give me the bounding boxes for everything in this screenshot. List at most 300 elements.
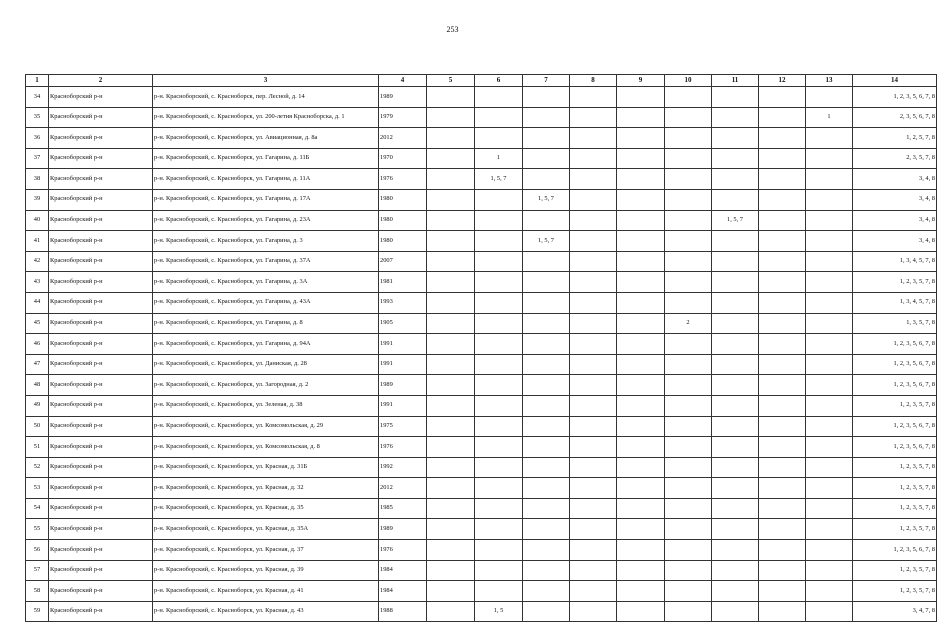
year-cell: 1979 <box>379 107 427 128</box>
mark-cell-col-9 <box>617 540 665 561</box>
mark-cell-col-8 <box>570 272 617 293</box>
mark-cell-col-9 <box>617 87 665 108</box>
table-row <box>26 478 937 499</box>
table-row <box>26 395 937 416</box>
district-cell: Красноборский р-н <box>49 498 153 519</box>
row-number-cell: 57 <box>26 560 49 581</box>
mark-cell-col-5 <box>427 498 475 519</box>
mark-cell-col-5 <box>427 231 475 252</box>
mark-cell-col-11 <box>712 581 759 602</box>
district-cell: Красноборский р-н <box>49 395 153 416</box>
mark-cell-col-7 <box>523 334 570 355</box>
mark-cell-col-10 <box>665 581 712 602</box>
year-cell: 1976 <box>379 169 427 190</box>
mark-cell-col-7: 1, 5, 7 <box>523 231 570 252</box>
codes-cell: 3, 4, 8 <box>853 169 937 190</box>
row-number-cell: 47 <box>26 354 49 375</box>
table-header <box>26 75 937 87</box>
mark-cell-col-5 <box>427 87 475 108</box>
mark-cell-col-8 <box>570 231 617 252</box>
mark-cell-col-5 <box>427 189 475 210</box>
mark-cell-col-7 <box>523 601 570 622</box>
district-cell: Красноборский р-н <box>49 540 153 561</box>
mark-cell-col-9 <box>617 437 665 458</box>
codes-cell: 3, 4, 7, 8 <box>853 601 937 622</box>
year-cell: 1991 <box>379 395 427 416</box>
address-cell: р-н. Красноборский, с. Красноборск, ул. Красная, д. 43 <box>153 601 379 622</box>
year-cell: 1980 <box>379 189 427 210</box>
address-cell: р-н. Красноборский, с. Красноборск, ул. Красная, д. 35 <box>153 498 379 519</box>
codes-cell: 1, 2, 3, 5, 6, 7, 8 <box>853 416 937 437</box>
mark-cell-col-9 <box>617 148 665 169</box>
mark-cell-col-5 <box>427 354 475 375</box>
district-cell: Красноборский р-н <box>49 87 153 108</box>
mark-cell-col-8 <box>570 169 617 190</box>
mark-cell-col-10 <box>665 375 712 396</box>
mark-cell-col-9 <box>617 107 665 128</box>
mark-cell-col-6 <box>475 272 523 293</box>
mark-cell-col-7 <box>523 128 570 149</box>
address-cell: р-н. Красноборский, с. Красноборск, ул. Гагарина, д. 11Б <box>153 148 379 169</box>
column-header-6: 6 <box>475 75 523 87</box>
mark-cell-col-11 <box>712 519 759 540</box>
address-cell: р-н. Красноборский, с. Красноборск, ул. Красная, д. 41 <box>153 581 379 602</box>
codes-cell: 1, 2, 3, 5, 6, 7, 8 <box>853 540 937 561</box>
table-row <box>26 210 937 231</box>
mark-cell-col-6: 1, 5, 7 <box>475 169 523 190</box>
mark-cell-col-8 <box>570 107 617 128</box>
district-cell: Красноборский р-н <box>49 334 153 355</box>
row-number-cell: 49 <box>26 395 49 416</box>
mark-cell-col-11 <box>712 416 759 437</box>
mark-cell-col-9 <box>617 354 665 375</box>
mark-cell-col-13: 1 <box>806 107 853 128</box>
table-row <box>26 107 937 128</box>
mark-cell-col-12 <box>759 148 806 169</box>
district-cell: Красноборский р-н <box>49 354 153 375</box>
mark-cell-col-9 <box>617 292 665 313</box>
district-cell: Красноборский р-н <box>49 231 153 252</box>
table-body <box>26 87 937 622</box>
mark-cell-col-10 <box>665 540 712 561</box>
mark-cell-col-8 <box>570 251 617 272</box>
mark-cell-col-10 <box>665 107 712 128</box>
address-cell: р-н. Красноборский, с. Красноборск, ул. 200-летия Красноборска, д. 1 <box>153 107 379 128</box>
codes-cell: 1, 2, 3, 5, 7, 8 <box>853 498 937 519</box>
mark-cell-col-10: 2 <box>665 313 712 334</box>
address-cell: р-н. Красноборский, с. Красноборск, ул. Авиационная, д. 8а <box>153 128 379 149</box>
mark-cell-col-6 <box>475 375 523 396</box>
district-cell: Красноборский р-н <box>49 210 153 231</box>
mark-cell-col-13 <box>806 478 853 499</box>
codes-cell: 1, 2, 3, 5, 7, 8 <box>853 478 937 499</box>
mark-cell-col-13 <box>806 272 853 293</box>
mark-cell-col-12 <box>759 292 806 313</box>
header-row <box>26 75 937 87</box>
mark-cell-col-9 <box>617 498 665 519</box>
row-number-cell: 35 <box>26 107 49 128</box>
mark-cell-col-11 <box>712 334 759 355</box>
mark-cell-col-13 <box>806 169 853 190</box>
mark-cell-col-10 <box>665 169 712 190</box>
mark-cell-col-11 <box>712 128 759 149</box>
table-row <box>26 128 937 149</box>
mark-cell-col-5 <box>427 375 475 396</box>
mark-cell-col-10 <box>665 210 712 231</box>
mark-cell-col-7 <box>523 457 570 478</box>
year-cell: 1976 <box>379 437 427 458</box>
mark-cell-col-12 <box>759 601 806 622</box>
mark-cell-col-12 <box>759 210 806 231</box>
codes-cell: 3, 4, 8 <box>853 189 937 210</box>
codes-cell: 3, 4, 8 <box>853 231 937 252</box>
year-cell: 1984 <box>379 560 427 581</box>
column-header-13: 13 <box>806 75 853 87</box>
mark-cell-col-5 <box>427 148 475 169</box>
address-cell: р-н. Красноборский, с. Красноборск, ул. Даниская, д. 28 <box>153 354 379 375</box>
codes-cell: 2, 3, 5, 6, 7, 8 <box>853 107 937 128</box>
mark-cell-col-9 <box>617 189 665 210</box>
mark-cell-col-13 <box>806 231 853 252</box>
year-cell: 1981 <box>379 272 427 293</box>
mark-cell-col-12 <box>759 437 806 458</box>
mark-cell-col-6 <box>475 128 523 149</box>
table-row <box>26 540 937 561</box>
mark-cell-col-8 <box>570 292 617 313</box>
mark-cell-col-6 <box>475 540 523 561</box>
mark-cell-col-6 <box>475 437 523 458</box>
address-cell: р-н. Красноборский, с. Красноборск, ул. Комсомольская, д. 29 <box>153 416 379 437</box>
mark-cell-col-9 <box>617 601 665 622</box>
mark-cell-col-7 <box>523 560 570 581</box>
mark-cell-col-11 <box>712 395 759 416</box>
district-cell: Красноборский р-н <box>49 601 153 622</box>
mark-cell-col-10 <box>665 292 712 313</box>
year-cell: 1991 <box>379 354 427 375</box>
codes-cell: 3, 4, 8 <box>853 210 937 231</box>
mark-cell-col-6 <box>475 189 523 210</box>
mark-cell-col-7 <box>523 87 570 108</box>
year-cell: 1988 <box>379 601 427 622</box>
mark-cell-col-13 <box>806 148 853 169</box>
address-cell: р-н. Красноборский, с. Красноборск, ул. Гагарина, д. 43А <box>153 292 379 313</box>
row-number-cell: 58 <box>26 581 49 602</box>
column-header-2: 2 <box>49 75 153 87</box>
mark-cell-col-13 <box>806 375 853 396</box>
mark-cell-col-9 <box>617 375 665 396</box>
mark-cell-col-9 <box>617 251 665 272</box>
year-cell: 1989 <box>379 375 427 396</box>
district-cell: Красноборский р-н <box>49 148 153 169</box>
mark-cell-col-13 <box>806 519 853 540</box>
table-row <box>26 87 937 108</box>
mark-cell-col-9 <box>617 478 665 499</box>
mark-cell-col-5 <box>427 128 475 149</box>
mark-cell-col-9 <box>617 169 665 190</box>
mark-cell-col-6 <box>475 313 523 334</box>
table-row <box>26 272 937 293</box>
district-cell: Красноборский р-н <box>49 313 153 334</box>
year-cell: 1970 <box>379 148 427 169</box>
year-cell: 1985 <box>379 498 427 519</box>
mark-cell-col-13 <box>806 437 853 458</box>
mark-cell-col-11 <box>712 601 759 622</box>
mark-cell-col-7 <box>523 437 570 458</box>
row-number-cell: 59 <box>26 601 49 622</box>
mark-cell-col-12 <box>759 107 806 128</box>
mark-cell-col-6 <box>475 478 523 499</box>
mark-cell-col-8 <box>570 313 617 334</box>
mark-cell-col-6 <box>475 519 523 540</box>
mark-cell-col-5 <box>427 169 475 190</box>
table-row <box>26 581 937 602</box>
mark-cell-col-7 <box>523 292 570 313</box>
mark-cell-col-8 <box>570 148 617 169</box>
mark-cell-col-13 <box>806 292 853 313</box>
address-cell: р-н. Красноборский, с. Красноборск, ул. Комсомольская, д. 8 <box>153 437 379 458</box>
registry-table <box>25 74 937 622</box>
mark-cell-col-8 <box>570 581 617 602</box>
column-header-12: 12 <box>759 75 806 87</box>
mark-cell-col-7 <box>523 272 570 293</box>
row-number-cell: 54 <box>26 498 49 519</box>
mark-cell-col-11 <box>712 251 759 272</box>
mark-cell-col-8 <box>570 560 617 581</box>
mark-cell-col-9 <box>617 519 665 540</box>
mark-cell-col-6 <box>475 498 523 519</box>
mark-cell-col-8 <box>570 128 617 149</box>
mark-cell-col-7 <box>523 519 570 540</box>
table-row <box>26 354 937 375</box>
mark-cell-col-13 <box>806 395 853 416</box>
mark-cell-col-6 <box>475 416 523 437</box>
row-number-cell: 43 <box>26 272 49 293</box>
table-row <box>26 498 937 519</box>
mark-cell-col-5 <box>427 560 475 581</box>
year-cell: 2012 <box>379 478 427 499</box>
address-cell: р-н. Красноборский, с. Красноборск, ул. Красная, д. 39 <box>153 560 379 581</box>
mark-cell-col-8 <box>570 354 617 375</box>
mark-cell-col-11 <box>712 498 759 519</box>
mark-cell-col-9 <box>617 581 665 602</box>
address-cell: р-н. Красноборский, с. Красноборск, пер. Лесной, д. 14 <box>153 87 379 108</box>
mark-cell-col-5 <box>427 601 475 622</box>
mark-cell-col-8 <box>570 189 617 210</box>
mark-cell-col-11 <box>712 437 759 458</box>
column-header-8: 8 <box>570 75 617 87</box>
mark-cell-col-11 <box>712 231 759 252</box>
mark-cell-col-12 <box>759 457 806 478</box>
mark-cell-col-9 <box>617 128 665 149</box>
mark-cell-col-12 <box>759 416 806 437</box>
mark-cell-col-7 <box>523 540 570 561</box>
codes-cell: 1, 2, 3, 5, 6, 7, 8 <box>853 87 937 108</box>
district-cell: Красноборский р-н <box>49 107 153 128</box>
codes-cell: 1, 2, 3, 5, 6, 7, 8 <box>853 437 937 458</box>
codes-cell: 1, 2, 3, 5, 7, 8 <box>853 457 937 478</box>
mark-cell-col-13 <box>806 581 853 602</box>
district-cell: Красноборский р-н <box>49 560 153 581</box>
row-number-cell: 52 <box>26 457 49 478</box>
mark-cell-col-7: 1, 5, 7 <box>523 189 570 210</box>
mark-cell-col-11 <box>712 375 759 396</box>
mark-cell-col-12 <box>759 231 806 252</box>
codes-cell: 1, 2, 3, 5, 6, 7, 8 <box>853 375 937 396</box>
mark-cell-col-9 <box>617 560 665 581</box>
column-header-11: 11 <box>712 75 759 87</box>
mark-cell-col-11 <box>712 478 759 499</box>
mark-cell-col-9 <box>617 395 665 416</box>
mark-cell-col-7 <box>523 251 570 272</box>
mark-cell-col-5 <box>427 210 475 231</box>
mark-cell-col-7 <box>523 375 570 396</box>
mark-cell-col-8 <box>570 478 617 499</box>
district-cell: Красноборский р-н <box>49 478 153 499</box>
year-cell: 2012 <box>379 128 427 149</box>
mark-cell-col-10 <box>665 189 712 210</box>
mark-cell-col-11 <box>712 560 759 581</box>
district-cell: Красноборский р-н <box>49 581 153 602</box>
codes-cell: 1, 3, 5, 7, 8 <box>853 313 937 334</box>
mark-cell-col-12 <box>759 169 806 190</box>
mark-cell-col-6 <box>475 354 523 375</box>
mark-cell-col-12 <box>759 581 806 602</box>
mark-cell-col-7 <box>523 478 570 499</box>
mark-cell-col-6 <box>475 251 523 272</box>
table-row <box>26 601 937 622</box>
row-number-cell: 45 <box>26 313 49 334</box>
address-cell: р-н. Красноборский, с. Красноборск, ул. Гагарина, д. 17А <box>153 189 379 210</box>
mark-cell-col-8 <box>570 87 617 108</box>
mark-cell-col-10 <box>665 457 712 478</box>
address-cell: р-н. Красноборский, с. Красноборск, ул. Гагарина, д. 23А <box>153 210 379 231</box>
table-row <box>26 457 937 478</box>
mark-cell-col-10 <box>665 334 712 355</box>
mark-cell-col-12 <box>759 478 806 499</box>
mark-cell-col-11 <box>712 169 759 190</box>
address-cell: р-н. Красноборский, с. Красноборск, ул. Гагарина, д. 11А <box>153 169 379 190</box>
column-header-3: 3 <box>153 75 379 87</box>
mark-cell-col-6 <box>475 581 523 602</box>
mark-cell-col-10 <box>665 395 712 416</box>
mark-cell-col-7 <box>523 395 570 416</box>
mark-cell-col-8 <box>570 601 617 622</box>
mark-cell-col-6 <box>475 107 523 128</box>
address-cell: р-н. Красноборский, с. Красноборск, ул. Гагарина, д. 8 <box>153 313 379 334</box>
mark-cell-col-7 <box>523 210 570 231</box>
mark-cell-col-6: 1 <box>475 148 523 169</box>
year-cell: 1984 <box>379 581 427 602</box>
mark-cell-col-6: 1, 5 <box>475 601 523 622</box>
mark-cell-col-9 <box>617 334 665 355</box>
mark-cell-col-7 <box>523 148 570 169</box>
mark-cell-col-12 <box>759 375 806 396</box>
mark-cell-col-9 <box>617 457 665 478</box>
mark-cell-col-10 <box>665 272 712 293</box>
mark-cell-col-5 <box>427 107 475 128</box>
mark-cell-col-8 <box>570 395 617 416</box>
year-cell: 2007 <box>379 251 427 272</box>
mark-cell-col-12 <box>759 519 806 540</box>
mark-cell-col-7 <box>523 581 570 602</box>
row-number-cell: 36 <box>26 128 49 149</box>
mark-cell-col-13 <box>806 560 853 581</box>
mark-cell-col-11 <box>712 540 759 561</box>
district-cell: Красноборский р-н <box>49 251 153 272</box>
address-cell: р-н. Красноборский, с. Красноборск, ул. Загородная, д. 2 <box>153 375 379 396</box>
mark-cell-col-12 <box>759 354 806 375</box>
mark-cell-col-13 <box>806 334 853 355</box>
row-number-cell: 56 <box>26 540 49 561</box>
mark-cell-col-6 <box>475 231 523 252</box>
row-number-cell: 40 <box>26 210 49 231</box>
year-cell: 1993 <box>379 292 427 313</box>
mark-cell-col-13 <box>806 540 853 561</box>
mark-cell-col-10 <box>665 601 712 622</box>
mark-cell-col-8 <box>570 210 617 231</box>
mark-cell-col-12 <box>759 560 806 581</box>
column-header-14: 14 <box>853 75 937 87</box>
district-cell: Красноборский р-н <box>49 437 153 458</box>
codes-cell: 1, 3, 4, 5, 7, 8 <box>853 251 937 272</box>
mark-cell-col-10 <box>665 251 712 272</box>
mark-cell-col-6 <box>475 395 523 416</box>
mark-cell-col-5 <box>427 540 475 561</box>
mark-cell-col-13 <box>806 354 853 375</box>
mark-cell-col-10 <box>665 560 712 581</box>
district-cell: Красноборский р-н <box>49 189 153 210</box>
mark-cell-col-13 <box>806 313 853 334</box>
row-number-cell: 38 <box>26 169 49 190</box>
district-cell: Красноборский р-н <box>49 375 153 396</box>
district-cell: Красноборский р-н <box>49 292 153 313</box>
column-header-7: 7 <box>523 75 570 87</box>
codes-cell: 1, 2, 3, 5, 7, 8 <box>853 581 937 602</box>
row-number-cell: 48 <box>26 375 49 396</box>
mark-cell-col-5 <box>427 395 475 416</box>
year-cell: 1989 <box>379 87 427 108</box>
district-cell: Красноборский р-н <box>49 272 153 293</box>
row-number-cell: 53 <box>26 478 49 499</box>
mark-cell-col-12 <box>759 251 806 272</box>
year-cell: 1980 <box>379 210 427 231</box>
mark-cell-col-10 <box>665 354 712 375</box>
table-row <box>26 375 937 396</box>
mark-cell-col-5 <box>427 478 475 499</box>
row-number-cell: 34 <box>26 87 49 108</box>
mark-cell-col-6 <box>475 560 523 581</box>
mark-cell-col-6 <box>475 457 523 478</box>
mark-cell-col-5 <box>427 251 475 272</box>
mark-cell-col-5 <box>427 334 475 355</box>
mark-cell-col-10 <box>665 519 712 540</box>
table-row <box>26 334 937 355</box>
codes-cell: 2, 3, 5, 7, 8 <box>853 148 937 169</box>
mark-cell-col-13 <box>806 498 853 519</box>
mark-cell-col-5 <box>427 519 475 540</box>
year-cell: 1905 <box>379 313 427 334</box>
mark-cell-col-6 <box>475 87 523 108</box>
mark-cell-col-13 <box>806 87 853 108</box>
mark-cell-col-13 <box>806 416 853 437</box>
district-cell: Красноборский р-н <box>49 519 153 540</box>
mark-cell-col-10 <box>665 498 712 519</box>
address-cell: р-н. Красноборский, с. Красноборск, ул. Красная, д. 35А <box>153 519 379 540</box>
mark-cell-col-12 <box>759 87 806 108</box>
mark-cell-col-10 <box>665 416 712 437</box>
mark-cell-col-11 <box>712 87 759 108</box>
year-cell: 1989 <box>379 519 427 540</box>
